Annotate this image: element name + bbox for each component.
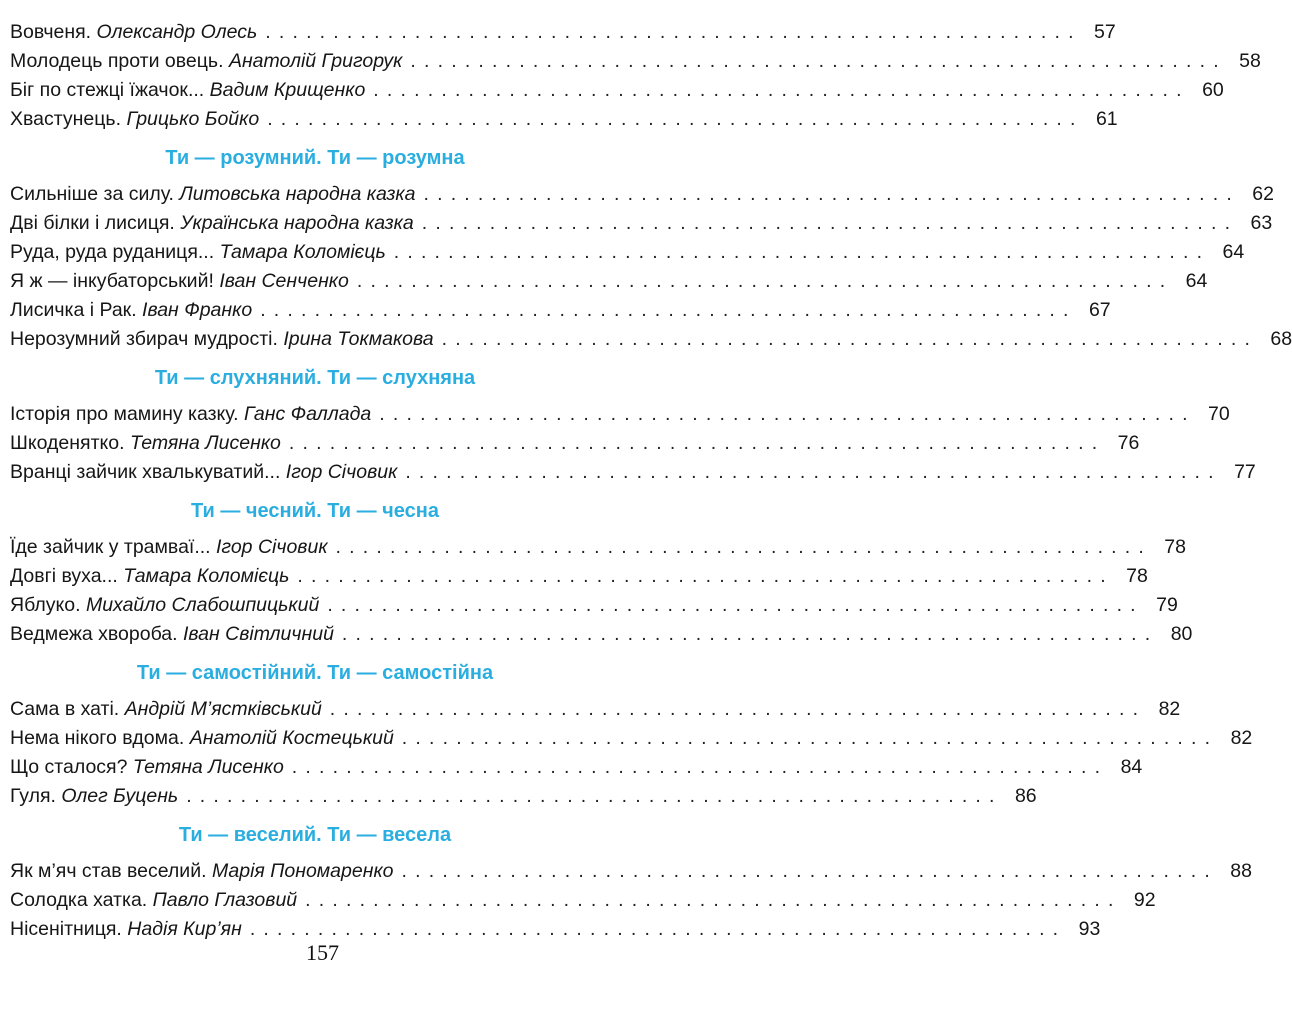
toc-entry <box>10 267 1208 296</box>
entry-page: 77 <box>1234 461 1256 483</box>
entry-page: 78 <box>1164 536 1186 558</box>
dot-leader: ............................................................ <box>186 785 1003 807</box>
entry-page: 60 <box>1202 79 1224 101</box>
entry-author: Тамара Коломієць <box>219 241 386 263</box>
dot-leader: ............................................................ <box>441 328 1259 350</box>
dot-leader: ............................................................ <box>405 461 1222 483</box>
entry-page: 64 <box>1185 270 1208 292</box>
entry-title: Історія про мамину казку. <box>10 403 239 425</box>
toc-section <box>10 649 1253 811</box>
entry-title: Нема нікого вдома. <box>10 727 185 749</box>
dot-leader: ............................................................ <box>267 108 1084 130</box>
dot-leader: ............................................................ <box>379 403 1196 425</box>
dot-leader: ............................................................ <box>341 623 1159 645</box>
entry-page: 57 <box>1094 21 1116 43</box>
toc-section <box>10 354 1256 487</box>
entry-title: Молодець проти овець. <box>10 50 224 72</box>
toc-entry <box>10 238 1245 267</box>
entry-title: Шкоденятко. <box>10 432 125 454</box>
entry-author: Анатолій Костецький <box>189 727 394 749</box>
dot-leader: ............................................................ <box>401 860 1218 882</box>
entry-author: Грицько Бойко <box>126 108 260 130</box>
dot-leader: ............................................................ <box>305 889 1122 911</box>
section-heading: Ти — чесний. Ти — чесна <box>191 500 439 522</box>
dot-leader: ............................................................ <box>291 756 1109 778</box>
toc-entry <box>10 400 1230 429</box>
entry-author: Іван Світличний <box>182 623 334 645</box>
dot-leader: ............................................................ <box>373 79 1190 101</box>
entry-page: 86 <box>1014 785 1037 807</box>
entry-title: Вранці зайчик хвалькуватий... <box>10 461 281 483</box>
toc-entry <box>10 18 1116 47</box>
toc-section <box>10 18 1261 134</box>
page-number: 157 <box>306 940 339 965</box>
entry-page: 61 <box>1095 108 1118 130</box>
section-heading: Ти — розумний. Ти — розумна <box>165 147 465 169</box>
entry-author: Іван Франко <box>142 299 253 321</box>
entry-page: 76 <box>1117 432 1140 454</box>
entry-page: 82 <box>1230 727 1253 749</box>
dot-leader: ............................................................ <box>393 241 1211 263</box>
entry-author: Надія Кир’ян <box>127 918 242 940</box>
entry-title: Як м’яч став веселий. <box>10 860 207 882</box>
entry-title: Біг по стежці їжачок... <box>10 79 205 101</box>
dot-leader: ............................................................ <box>410 50 1227 72</box>
toc-section <box>10 487 1193 649</box>
dot-leader: ............................................................ <box>423 183 1240 205</box>
entry-author: Ігор Січовик <box>216 536 328 558</box>
entry-page: 80 <box>1170 623 1193 645</box>
dot-leader: ............................................................ <box>329 698 1147 720</box>
toc-entry <box>10 533 1186 562</box>
entry-page: 79 <box>1156 594 1178 616</box>
toc-entry <box>10 724 1253 753</box>
dot-leader: ............................................................ <box>265 21 1082 43</box>
entry-page: 92 <box>1133 889 1156 911</box>
toc-entry <box>10 325 1292 354</box>
toc-section <box>10 134 1292 354</box>
entry-page: 62 <box>1252 183 1274 205</box>
entry-author: Українська народна казка <box>180 212 414 234</box>
section-heading: Ти — веселий. Ти — весела <box>178 824 452 846</box>
entry-author: Павло Глазовий <box>152 889 298 911</box>
dot-leader: ............................................................ <box>335 536 1152 558</box>
dot-leader: ............................................................ <box>260 299 1077 321</box>
entry-author: Ігор Січовик <box>285 461 398 483</box>
entry-page: 82 <box>1158 698 1181 720</box>
entry-title: Нісенітниця. <box>10 918 122 940</box>
entry-title: Що сталося? <box>10 756 128 778</box>
section-heading: Ти — самостійний. Ти — самостійна <box>136 662 494 684</box>
toc-entry <box>10 76 1224 105</box>
entry-page: 68 <box>1270 328 1292 350</box>
entry-title: Сильніше за силу. <box>10 183 174 205</box>
dot-leader: ............................................................ <box>327 594 1144 616</box>
entry-author: Тетяна Лисенко <box>132 756 284 778</box>
dot-leader: ............................................................ <box>297 565 1114 587</box>
entry-author: Ірина Токмакова <box>283 328 434 350</box>
toc-entry <box>10 180 1274 209</box>
entry-title: Солодка хатка. <box>10 889 148 911</box>
entry-page: 84 <box>1120 756 1143 778</box>
entry-title: Хвастунець. <box>10 108 122 130</box>
entry-author: Іван Сенченко <box>219 270 349 292</box>
entry-title: Яблуко. <box>10 594 81 616</box>
entry-page: 93 <box>1078 918 1101 940</box>
toc-entry <box>10 857 1252 886</box>
dot-leader: ............................................................ <box>421 212 1239 234</box>
toc-section <box>10 811 1252 944</box>
entry-author: Тетяна Лисенко <box>129 432 281 454</box>
toc-entry <box>10 562 1148 591</box>
toc-entry <box>10 695 1181 724</box>
entry-author: Олег Буцень <box>61 785 179 807</box>
entry-title: Нерозумний збирач мудрості. <box>10 328 278 350</box>
toc-entry <box>10 209 1273 238</box>
entry-title: Я ж — інкубаторський! <box>10 270 214 292</box>
entry-author: Вадим Крищенко <box>209 79 366 101</box>
dot-leader: ............................................................ <box>356 270 1174 292</box>
entry-author: Ганс Фаллада <box>243 403 372 425</box>
entry-title: Лисичка і Рак. <box>10 299 137 321</box>
toc-entry <box>10 591 1178 620</box>
entry-title: Ведмежа хвороба. <box>10 623 178 645</box>
entry-page: 78 <box>1126 565 1148 587</box>
toc-entry <box>10 47 1261 76</box>
toc-entry <box>10 782 1037 811</box>
entry-page: 67 <box>1088 299 1111 321</box>
toc-entry <box>10 296 1111 325</box>
entry-page: 58 <box>1239 50 1261 72</box>
entry-author: Андрій М’ястківський <box>124 698 322 720</box>
dot-leader: ............................................................ <box>249 918 1067 940</box>
entry-title: Їде зайчик у трамваї... <box>10 536 211 558</box>
entry-title: Довгі вуха... <box>10 565 118 587</box>
entry-author: Анатолій Григорук <box>228 50 403 72</box>
entry-author: Марія Пономаренко <box>211 860 394 882</box>
entry-page: 63 <box>1250 212 1273 234</box>
toc-entry <box>10 886 1156 915</box>
entry-author: Литовська народна казка <box>179 183 416 205</box>
entry-page: 64 <box>1222 241 1245 263</box>
entry-title: Сама в хаті. <box>10 698 120 720</box>
entry-author: Михайло Слабошпицький <box>85 594 320 616</box>
toc-entry <box>10 753 1143 782</box>
toc-entry <box>10 429 1140 458</box>
entry-author: Олександр Олесь <box>96 21 258 43</box>
entry-title: Руда, руда руданиця... <box>10 241 215 263</box>
section-heading: Ти — слухняний. Ти — слухняна <box>154 367 476 389</box>
dot-leader: ............................................................ <box>401 727 1219 749</box>
entry-title: Вовченя. <box>10 21 92 43</box>
table-of-contents <box>10 18 1292 944</box>
entry-title: Дві білки і лисиця. <box>10 212 175 234</box>
toc-entry <box>10 105 1118 134</box>
entry-page: 88 <box>1230 860 1252 882</box>
entry-page: 70 <box>1208 403 1230 425</box>
entry-author: Тамара Коломієць <box>123 565 290 587</box>
toc-entry <box>10 458 1256 487</box>
toc-entry <box>10 620 1193 649</box>
entry-title: Гуля. <box>10 785 56 807</box>
dot-leader: ............................................................ <box>288 432 1106 454</box>
